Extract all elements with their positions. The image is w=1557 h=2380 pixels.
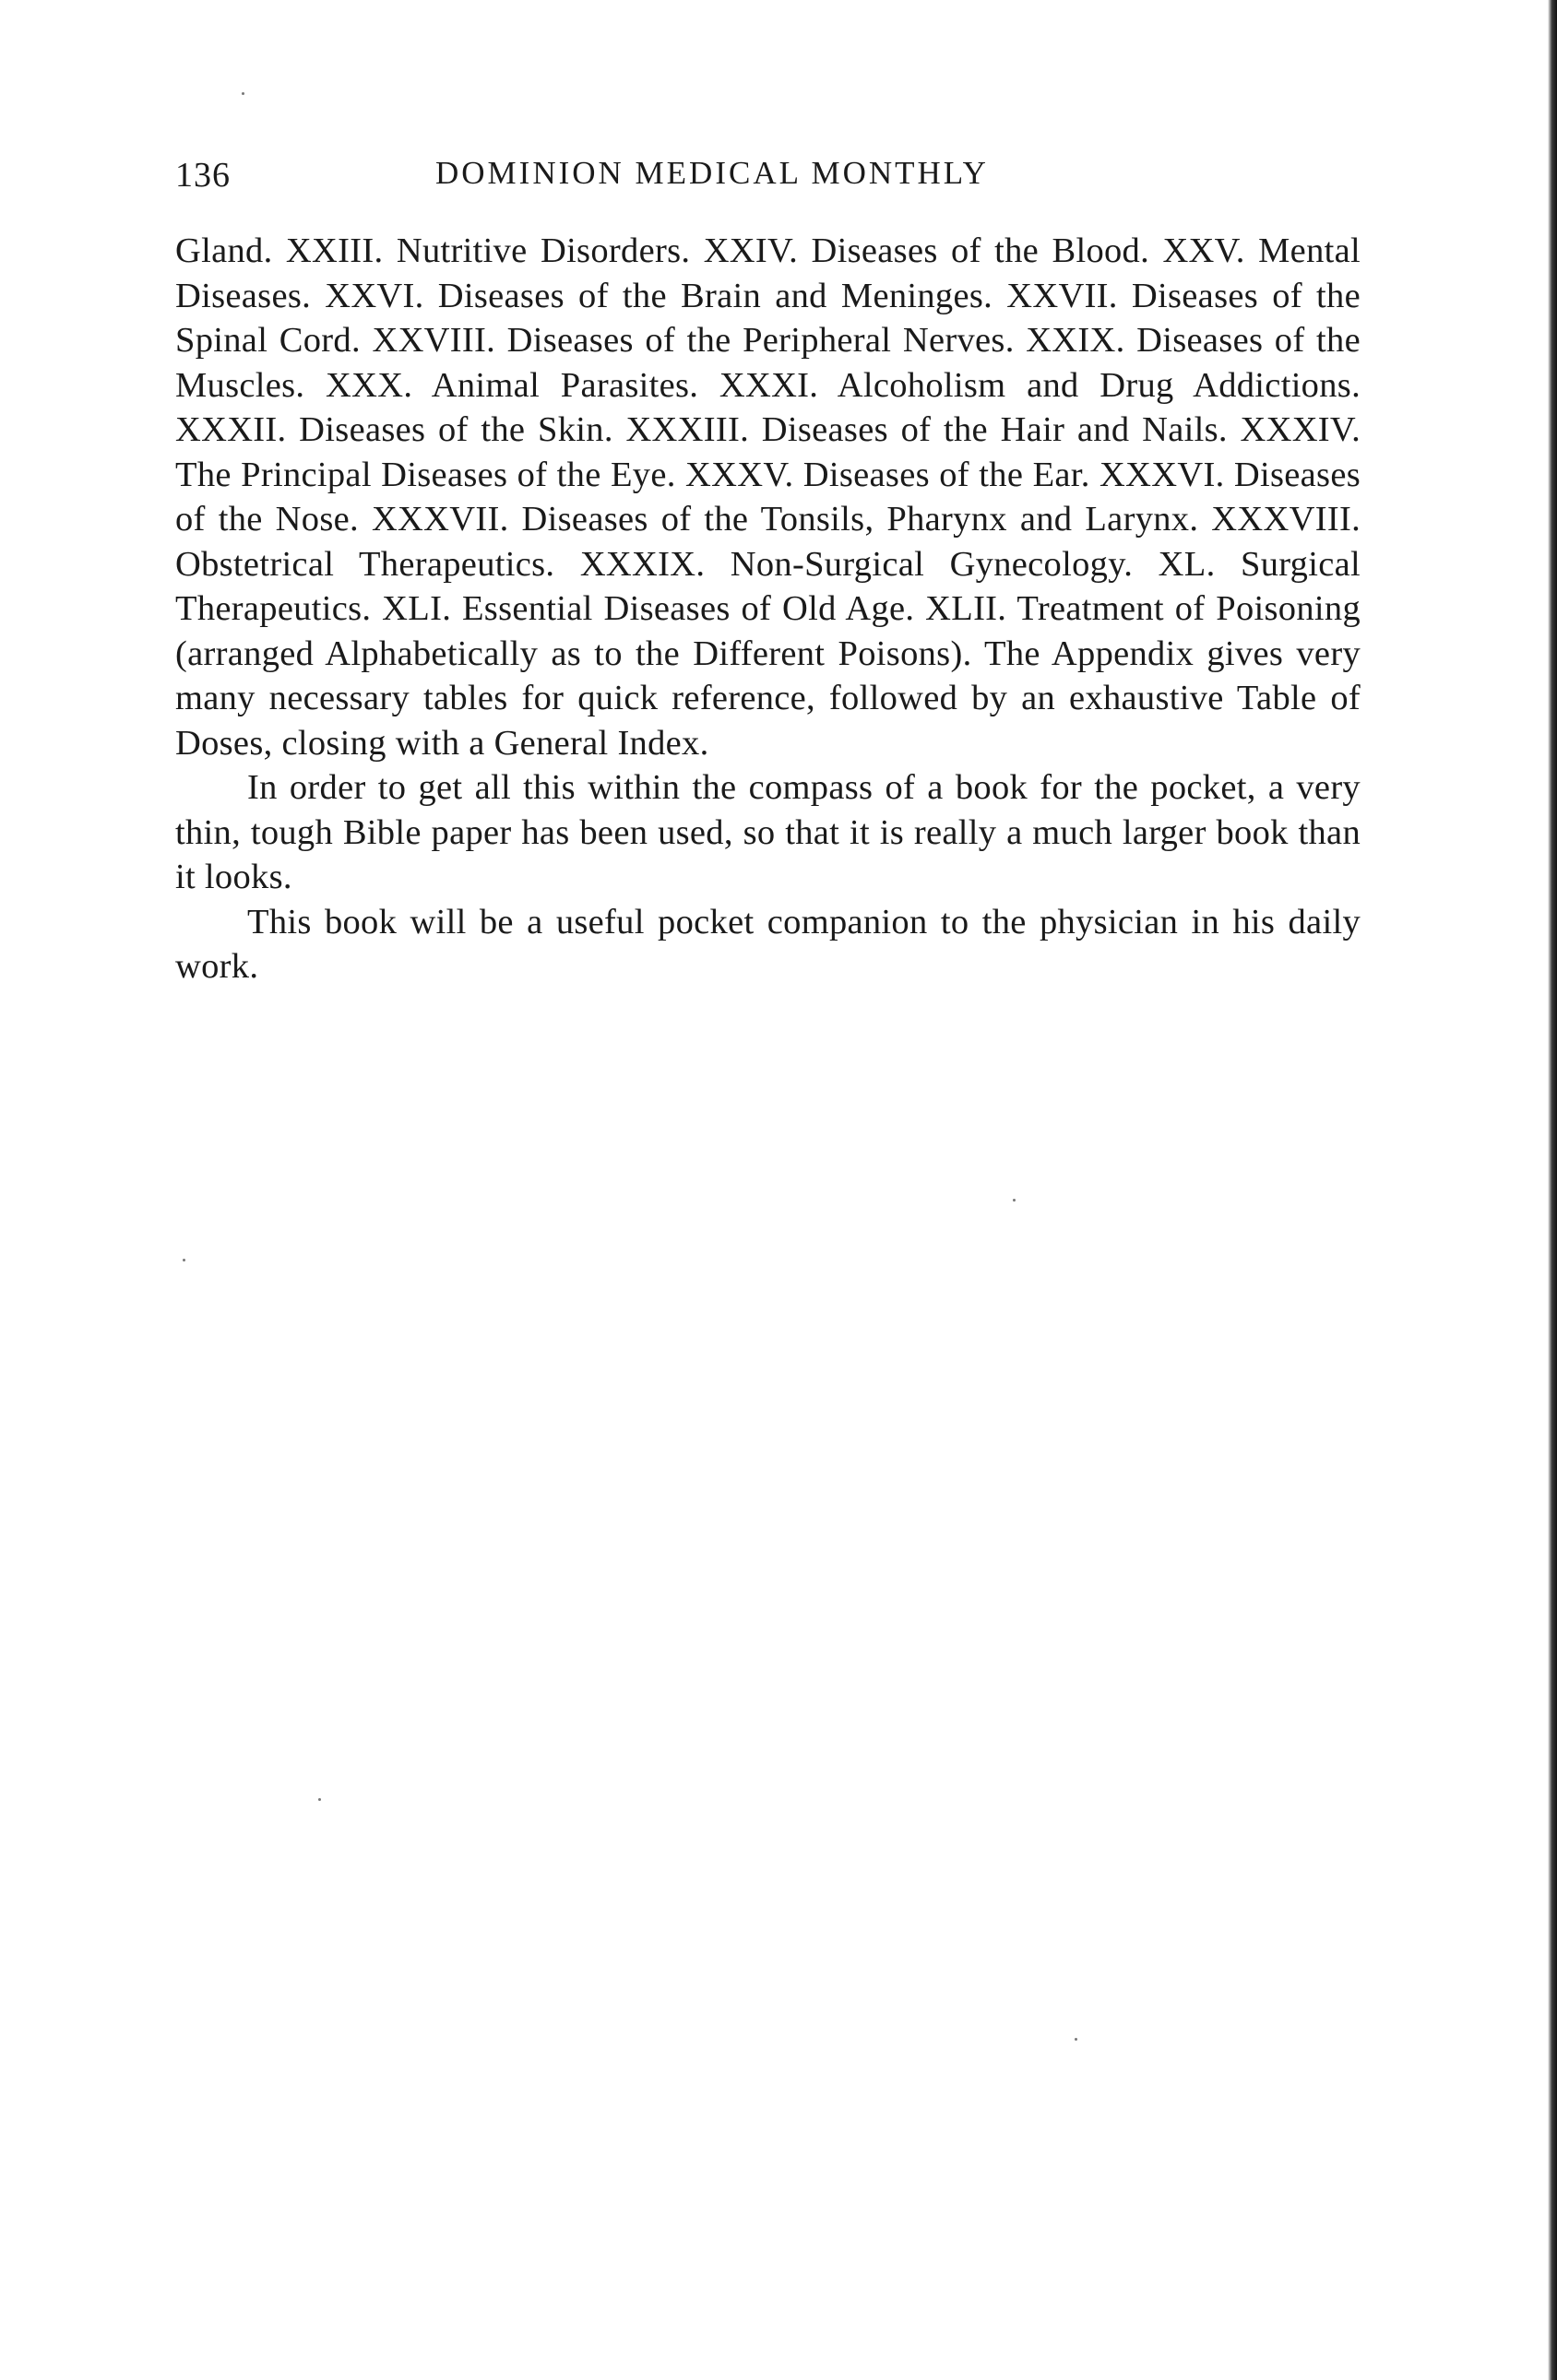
running-title: DOMINION MEDICAL MONTHLY [435,155,989,191]
page-number: 136 [175,156,231,195]
paragraph-contents-list: Gland. XXIII. Nutritive Disorders. XXIV. Diseases of the Blood. XXV. Mental Diseases. XXVI. Diseases of the Brain and Meninges. XXVII. Diseases of the Spinal Cord. XXVIII. Diseases of the Peripheral Nerves. XXIX. Diseases of the Muscles. XXX. Animal Parasites. XXXI. Alcoholism and Drug Addictions. XXXII. Diseases of the Skin. XXXIII. Diseases of the Hair and Nails. XXXIV. The Principal Diseases of the Eye. XXXV. Diseases of the Ear. XXXVI. Diseases of the Nose. XXXVII. Diseases of the Tonsils, Pharynx and Larynx. XXXVIII. Obstetrical Therapeutics. XXXIX. Non-Surgical Gynecology. XL. Surgical Therapeutics. XLI. Essential Diseases of Old Age. XLII. Treatment of Poisoning (arranged Alphabetically as to the Different Poisons). The Appendix gives very many necessary tables for quick reference, followed by an exhaustive Table of Doses, closing with a General Index. [175,231,1361,763]
scan-edge [1548,0,1557,2380]
body-text [175,229,1361,989]
scan-speck [242,92,244,95]
scan-speck [318,1798,321,1801]
paragraph-conclusion: This book will be a useful pocket companion to the physician in his daily work. [175,902,1361,986]
scan-speck [183,1259,185,1261]
page-header [175,155,1365,210]
scan-speck [1013,1199,1016,1202]
scan-speck [1075,2038,1077,2041]
paragraph-pocket-size: In order to get all this within the compass of a book for the pocket, a very thin, tough Bible paper has been used, so that it is really a much larger book than it looks. [175,768,1361,896]
